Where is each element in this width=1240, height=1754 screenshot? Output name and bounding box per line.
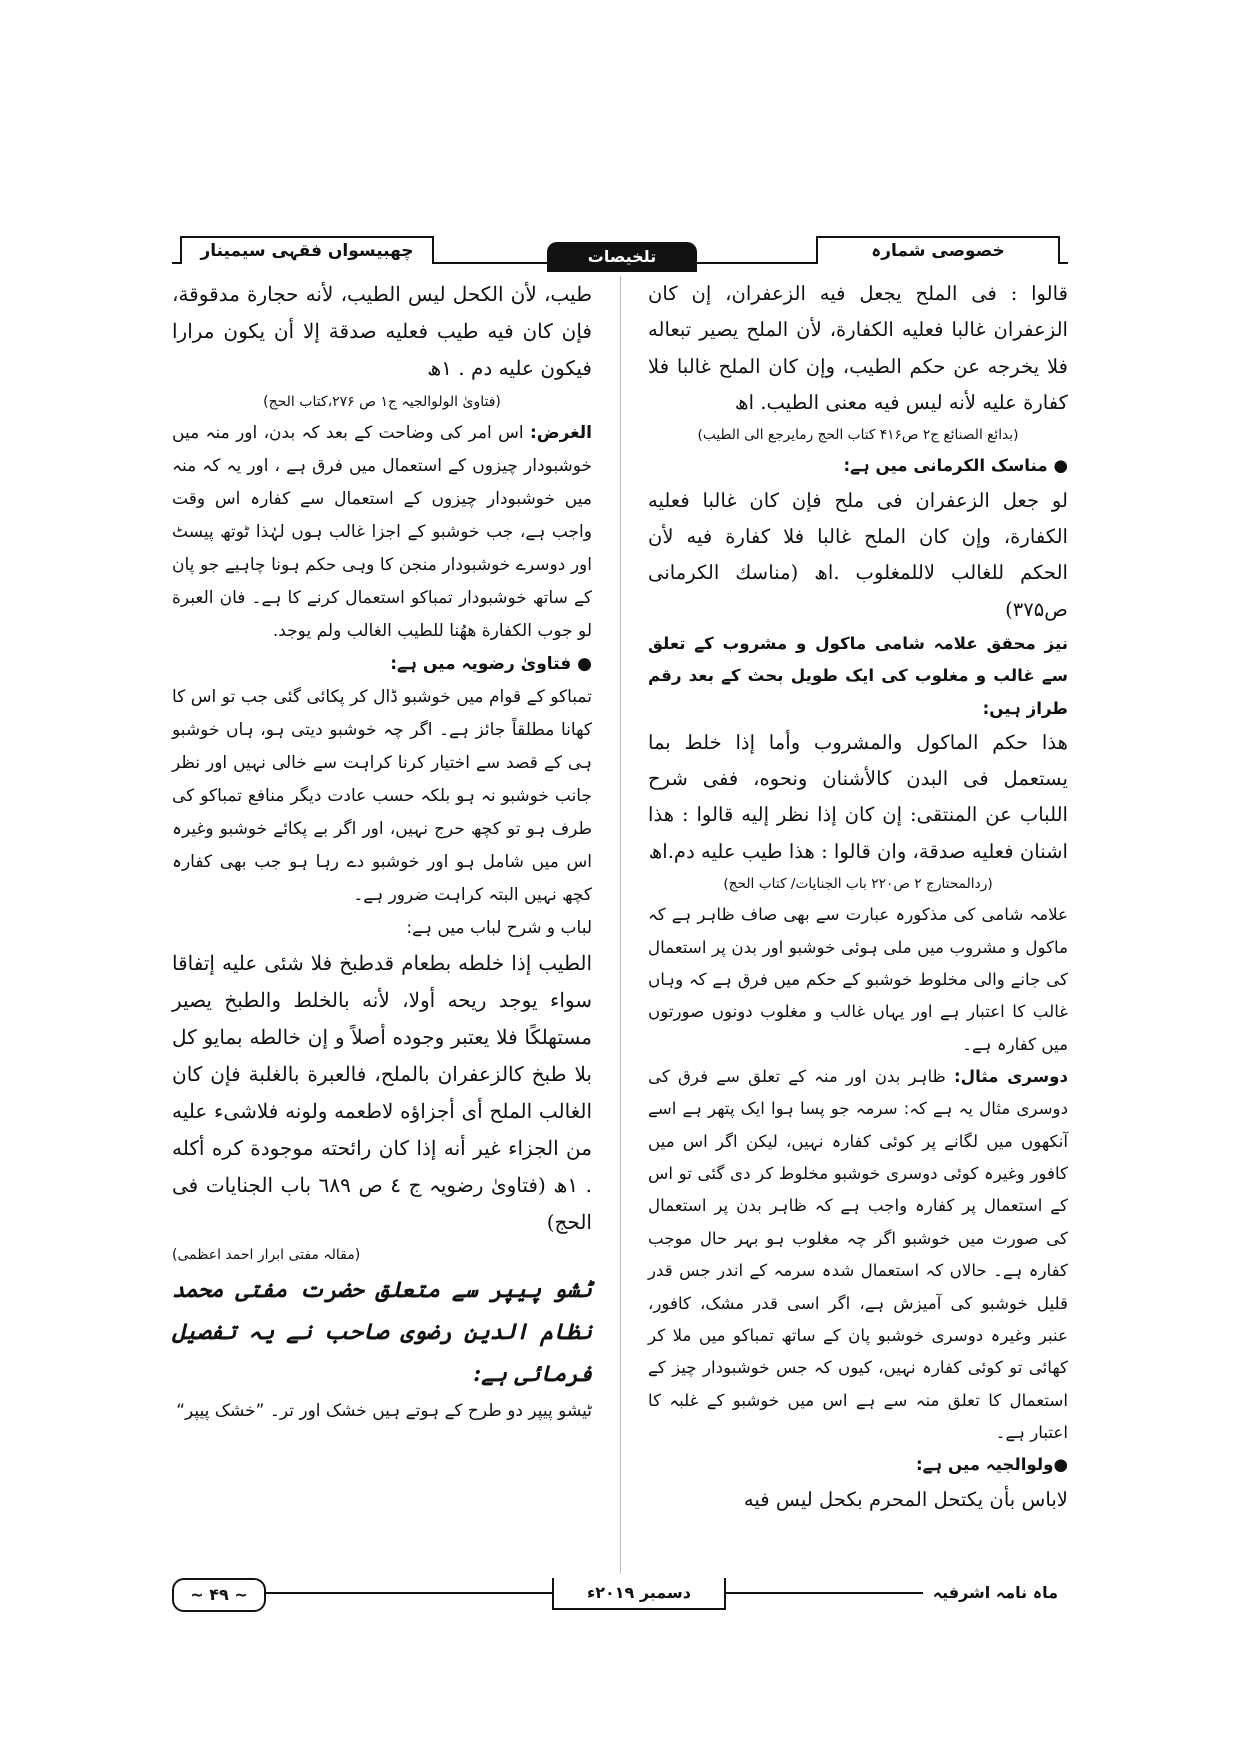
urdu-paragraph bbox=[648, 1061, 1068, 1449]
source-heading: ●ولوالجیہ میں ہے: bbox=[916, 1455, 1068, 1475]
header-section-label: تلخیصات bbox=[547, 242, 697, 272]
reference: (بدائع الصنائع ج۲ ص۴۱۶ كتاب الحج رمايرجع الى الطيب) bbox=[697, 427, 1019, 444]
arabic-quote: قالوا : فی الملح یجعل فیه الزعفران، إن كان الزعفران غالبا فعلیه الكفارة، لأن الملح یصیر تبعاله فلا یخرجه عن حكم الطیب، وإن كان الملح غالبا فلا كفارة علیه لأنه لیس فیه معنی الطیب. اھ bbox=[648, 282, 1068, 414]
paragraph-heading: الغرض: bbox=[529, 423, 592, 443]
page-footer bbox=[172, 1576, 1068, 1616]
issue-date: دسمبر ۲۰۱۹ء bbox=[552, 1578, 726, 1610]
paragraph-body: ظاہر بدن اور منہ کے تعلق سے فرق کی دوسری مثال یہ ہے کہ: سرمہ جو پسا ہوا ایک پتھر ہے اسے آنکھوں میں لگانے پر کوئی کفارہ نہیں، لیکن اگر اس میں کافور وغیرہ کوئی دوسری خوشبو مخلوط کر دی گئی تو اس کے استعمال پر کفارہ واجب ہے کہ ظاہر بدن پر استعمال کی صورت میں خوشبو اگر چہ مغلوب ہو بہر حال موجب کفارہ ہے۔ حالاں کہ استعمال شدہ سرمہ کے اندر جس قدر قلیل خوشبو کی آمیزش ہے، اگر اسی قدر مشک، کافور، عنبر وغیرہ دوسری خوشبو پان کے ساتھ تمباکو میں ملا کر کھائی تو کوئی کفارہ نہیں، کیوں کہ جس خوشبودار چیز کے استعمال کا تعلق منہ سے ہے اس میں خوشبو کے غلبہ کا اعتبار ہے۔ bbox=[648, 1067, 1068, 1442]
urdu-paragraph bbox=[172, 417, 592, 648]
paragraph-body: اس امر کی وضاحت کے بعد کہ بدن، اور منہ میں خوشبودار چیزوں کے استعمال میں فرق ہے ، اور یہ کہ منہ میں خوشبودار چیزوں کے استعمال سے کفارہ اس وقت واجب ہے، جب خوشبو کے اجزا غالب ہوں لہٰذا ٹوتھ پیسٹ اور دوسرے خوشبودار منجن کا وہی حکم ہونا چاہیے جو پان کے ساتھ خوشبودار تمباکو استعمال کرنے کا ہے۔ فان العبرة لو جوب الكفارة ھھُنا للطیب الغالب ولم یوجد. bbox=[172, 423, 592, 641]
column-divider bbox=[620, 276, 621, 1574]
source-heading: ● مناسک الکرمانی میں ہے: bbox=[843, 456, 1068, 476]
header-seminar-label: چھبیسواں فقہی سیمینار bbox=[180, 236, 434, 264]
magazine-name: ماہ نامہ اشرفیہ bbox=[923, 1578, 1068, 1608]
urdu-paragraph: ٹیشو پیپر دو طرح کے ہوتے ہیں خشک اور تر۔ ”خشک پیپر“ bbox=[176, 1401, 592, 1421]
urdu-paragraph: علامہ شامی کی مذکورہ عبارت سے بھی صاف ظاہر ہے کہ ماکول و مشروب میں ملی ہوئی خوشبو اور بدن پر استعمال کی جانے والی مخلوط خوشبو کے حکم میں فرق ہے کہ وہاں غالب کا اعتبار ہے اور یہاں غالب و مغلوب دونوں صورتوں میں کفارہ ہے۔ bbox=[648, 905, 1068, 1054]
right-column bbox=[648, 276, 1068, 1518]
urdu-paragraph: تمباکو کے قوام میں خوشبو ڈال کر پکائی گئی جب تو اس کا کھانا مطلقاً جائز ہے۔ اگر چہ خوشبو دیتی ہو، ہاں خوشبو ہی کے قصد سے اختیار کرنا کراہت سے خالی نہیں اور نظر جانب خوشبو نہ ہو بلکہ حسب عادت دیگر منافع تمباکو کی طرف ہو تو کچھ حرج نہیں، اور اگر بے پکائے خوشبو وغیرہ اس میں شامل ہو اور خوشبو دے رہا ہو جب بھی کفارہ کچھ نہیں البتہ کراہت ضرور ہے۔ bbox=[172, 687, 592, 905]
arabic-quote: لاباس بأن یكتحل المحرم بكحل لیس فیه bbox=[743, 1487, 1068, 1511]
paragraph-heading: دوسری مثال: bbox=[953, 1067, 1069, 1087]
page-header bbox=[172, 236, 1068, 270]
left-column bbox=[172, 276, 592, 1428]
source-heading: ● فتاویٰ رضویہ میں ہے: bbox=[390, 654, 592, 674]
section-heading: ٹشو پیپر سے متعلق حضرت مفتی محمد نظام الدین رضوی صاحب نے یہ تفصیل فرمائی ہے: bbox=[172, 1277, 592, 1387]
header-issue-label: خصوصی شمارہ bbox=[816, 236, 1060, 264]
arabic-quote: لو جعل الزعفران فی ملح فإن كان غالبا فعلیه الكفارة، وإن كان الملح غالبا فلا كفارة فیه لأن الحكم للغالب لاللمغلوب .اھ (مناسك الكرمانی ص۳۷۵) bbox=[648, 488, 1068, 621]
article-attribution: (مقالہ مفتی ابرار احمد اعظمی) bbox=[172, 1247, 361, 1263]
reference: (فتاویٰ الولوالجیہ ج۱ ص ۲۷۶،کتاب الحج) bbox=[263, 394, 501, 410]
reference: (ردالمحتارج ۲ ص۲۲۰ باب الجنایات/ كتاب الحج) bbox=[723, 875, 993, 892]
arabic-quote: الطیب إذا خلطه بطعام قدطبخ فلا شئی علیه إتفاقا سواء یوجد ریحه أولا، لأنه بالخلط والطبخ یصیر مستهلكًا فلا یعتبر وجوده أصلاً و إن خالطه بمایو كل بلا طبخ كالزعفران بالملح، فالعبرة بالغلبة فإن كان الغالب الملح أی أجزاؤه لاطعمه ولونه فلاشیء علیه من الجزاء غیر أنه إذا كان رائحته موجودة كره أكله . ١ھ (فتاویٰ رضویہ ج ٤ ص ٦٨٩ باب الجنایات فی الحج) bbox=[172, 951, 593, 1234]
source-heading: لباب و شرح لباب میں ہے: bbox=[406, 918, 592, 938]
arabic-quote: هذا حكم الماكول والمشروب وأما إذا خلط بما یستعمل فی البدن كالأشنان ونحوه، ففی شرح اللباب عن المنتقی: إن كان إذا نظر إلیه قالوا : هذا اشنان فعلیه صدقة، وان قالوا : هذا طیب علیه دم.اھ bbox=[648, 730, 1068, 863]
page-number: ~ ۴۹ ~ bbox=[172, 1578, 266, 1612]
arabic-quote: طیب، لأن الكحل لیس الطیب، لأنه حجارة مدقوقة، فإن كان فیه طیب فعلیه صدقة إلا أن یكون مرارا فیكون علیه دم . ١ھ bbox=[172, 282, 592, 380]
urdu-paragraph: نیز محقق علامہ شامی ماکول و مشروب کے تعلق سے غالب و مغلوب کی ایک طویل بحث کے بعد رقم طراز ہیں: bbox=[648, 633, 1068, 718]
